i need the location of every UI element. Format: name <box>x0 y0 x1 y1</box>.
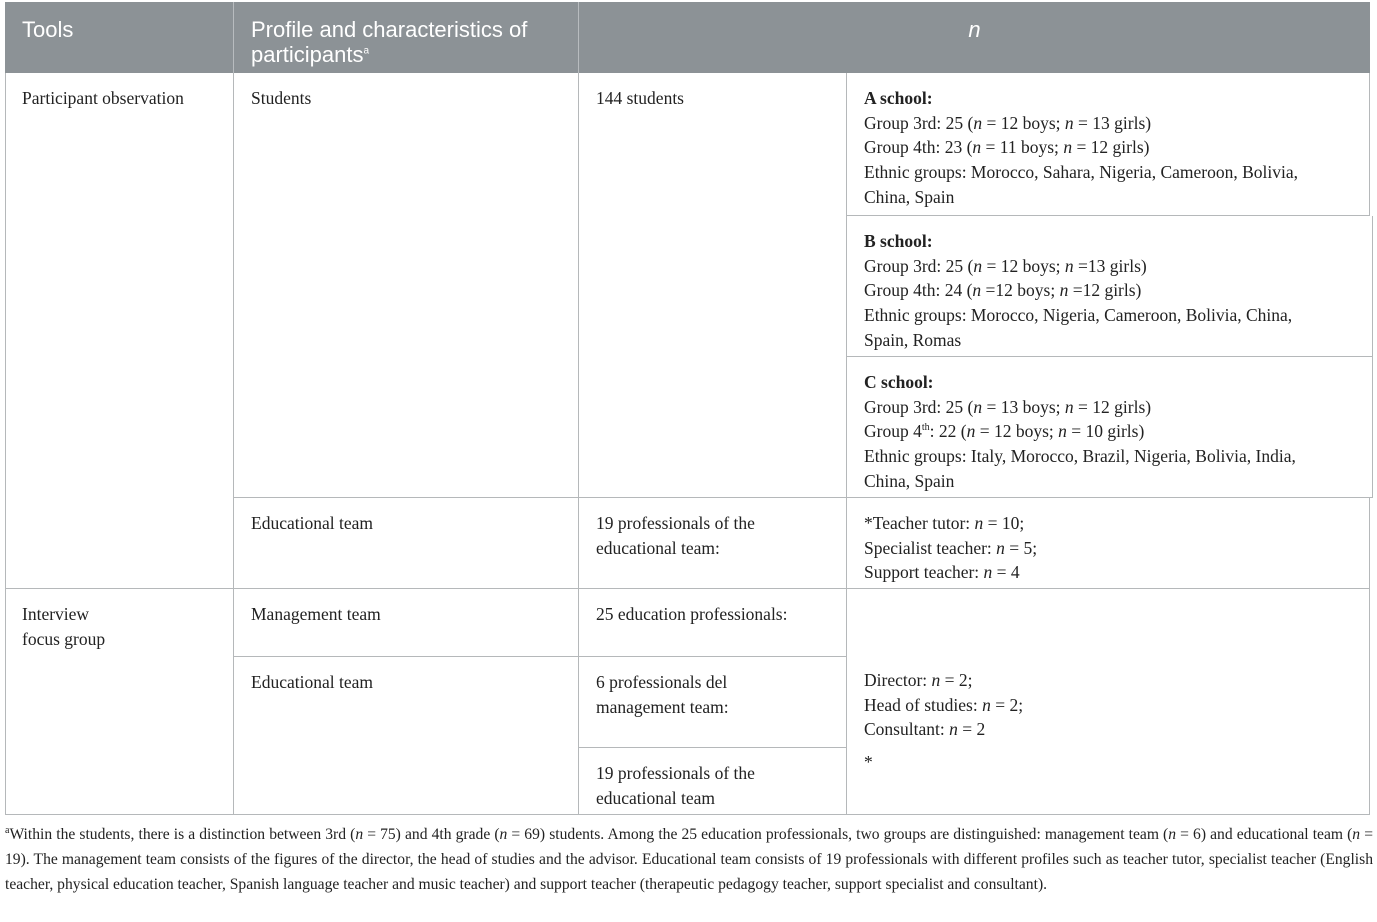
edu-count-line: educational team: <box>596 537 720 558</box>
school-line: Ethnic groups: Morocco, Nigeria, Cameroon, Bolivia, China, <box>864 305 1293 326</box>
tool-interview: Interview <box>22 604 90 624</box>
school-line: China, Spain <box>864 186 955 207</box>
cell-tool-interview <box>5 589 234 815</box>
footnote-marker: a <box>5 824 10 836</box>
school-line: Group 3rd: 25 (n = 13 boys; n = 12 girls) <box>864 396 1152 417</box>
cell-mgmt-n <box>579 589 847 657</box>
cell-school-a <box>847 73 1370 216</box>
edu-count-line: 19 professionals of the <box>596 763 755 783</box>
tool-focus-group: focus group <box>22 628 106 649</box>
header-profile <box>234 2 579 73</box>
school-line-part: Group 4 <box>864 421 922 442</box>
asterisk: * <box>864 752 873 773</box>
cell-edu-n <box>579 498 847 589</box>
header-n-label: n <box>968 17 981 42</box>
students-count: 144 students <box>596 88 684 108</box>
cell-school-b <box>847 216 1373 357</box>
table-footnote <box>5 822 1373 897</box>
profile-students: Students <box>251 88 312 108</box>
edu-count-line: educational team <box>596 787 716 808</box>
header-n <box>579 2 1370 73</box>
cell-mgmt-team <box>234 589 579 657</box>
cell-edu-team <box>234 498 579 589</box>
cell-edu-team-2 <box>234 657 579 815</box>
cell-interview-detail <box>847 589 1370 815</box>
school-b-title: B school: <box>864 231 933 251</box>
school-line: Group 3rd: 25 (n = 12 boys; n =13 girls) <box>864 255 1147 276</box>
footnote-text: Within the students, there is a distinction between 3rd (n = 75) and 4th grade (n = 69) students. Among the 25 education professionals, two groups are distinguished: management team (n = 6) and educational team (n = 19). The management team consists of the figures of the director, the head of studies and the advisor. Educational team consists of 19 professionals with different profiles such as teacher tutor, specialist teacher (English teacher, physical education teacher, Spanish language teacher and music teacher) and support teacher (therapeutic pedagogy teacher, support specialist and consultant). <box>5 826 1373 893</box>
school-line: Group 4th: 23 (n = 11 boys; n = 12 girls) <box>864 137 1150 158</box>
edu-detail-line: Specialist teacher: n = 5; <box>864 537 1038 558</box>
mgmt-count-line: management team: <box>596 696 729 717</box>
cell-students-n <box>579 73 847 498</box>
mgmt-count-line: 6 professionals del <box>596 672 728 692</box>
school-line <box>864 419 1362 444</box>
cell-school-c <box>847 357 1373 498</box>
cell-edu-n2 <box>579 748 847 815</box>
mgmt-count: 25 education professionals: <box>596 604 788 624</box>
cell-edu-detail <box>847 498 1370 589</box>
school-line: Ethnic groups: Morocco, Sahara, Nigeria, Cameroon, Bolivia, <box>864 162 1298 183</box>
header-tools-label: Tools <box>22 17 74 42</box>
interview-detail-line: Head of studies: n = 2; <box>864 694 1024 715</box>
footnote-marker: a <box>363 45 370 57</box>
edu-detail-line: Support teacher: n = 4 <box>864 562 1020 583</box>
profile-edu-team: Educational team <box>251 513 373 533</box>
school-line: Group 3rd: 25 (n = 12 boys; n = 13 girls) <box>864 112 1152 133</box>
header-tools <box>5 2 234 73</box>
tool-observation: Participant observation <box>22 88 184 108</box>
interview-detail-line: Director: n = 2; <box>864 670 973 690</box>
school-line: China, Spain <box>864 470 955 491</box>
school-line: Spain, Romas <box>864 329 962 350</box>
school-a-title: A school: <box>864 88 933 108</box>
cell-mgmt-n2 <box>579 657 847 748</box>
cell-tool-observation <box>5 73 234 589</box>
edu-detail-line: *Teacher tutor: n = 10; <box>864 513 1025 533</box>
profile-edu-team-2: Educational team <box>251 672 373 692</box>
school-line: Ethnic groups: Italy, Morocco, Brazil, Nigeria, Bolivia, India, <box>864 446 1296 467</box>
edu-count-line: 19 professionals of the <box>596 513 755 533</box>
school-line: Group 4th: 24 (n =12 boys; n =12 girls) <box>864 280 1142 301</box>
ordinal-sup: th <box>921 422 930 434</box>
cell-students <box>234 73 579 498</box>
school-c-title: C school: <box>864 372 934 392</box>
profile-mgmt-team: Management team <box>251 604 381 624</box>
school-line-part: : 22 (n = 12 boys; n = 10 girls) <box>929 421 1145 442</box>
header-profile-label: Profile and characteristics of participants <box>251 17 528 67</box>
interview-detail-line: Consultant: n = 2 <box>864 719 986 740</box>
